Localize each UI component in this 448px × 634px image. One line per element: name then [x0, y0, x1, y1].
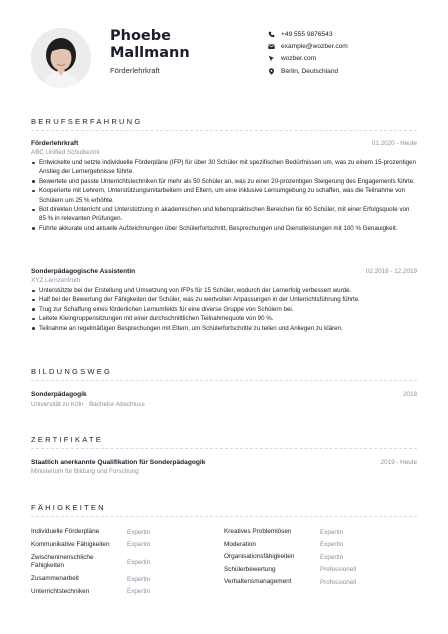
- skill-level: Professionell: [320, 578, 357, 586]
- certificate-issuer: Ministerium für Bildung und Forschung: [31, 468, 139, 475]
- experience-title: BERUFSERFAHRUNG: [31, 117, 143, 126]
- list-item: Unterstützte bei der Erstellung und Umsetzung von IFPs für 15 Schüler, wodurch der Lernerfolg verbessert wurde.: [31, 286, 417, 295]
- skill-row: [31, 551, 224, 573]
- skill-name: Kommunikative Fähigkeiten: [31, 540, 110, 548]
- link-icon: [268, 55, 275, 62]
- skills-title: FÄHIGKEITEN: [31, 503, 106, 512]
- list-item: Bewertete und passte Unterrichtstechniken für mehr als 50 Schüler an, was zu einer 20-prozentigen Steigerung des Engagements führte.: [31, 177, 417, 186]
- list-item: Bot direkten Unterricht und Unterstützung in akademischen und lebenspraktischen Bereichen für 60 Schüler, mit einer Erfolgsquote von 85 % in relevanten Prüfungen.: [31, 205, 417, 224]
- certificate-date: 2019 - Heute: [380, 459, 417, 466]
- skill-row: [31, 586, 224, 599]
- skill-name: Verhaltensmanagement: [224, 578, 292, 586]
- location-icon: [268, 68, 275, 75]
- section-divider: [31, 380, 417, 381]
- skill-name: Zwischenmenschliche Fähigkeiten: [31, 554, 94, 569]
- candidate-role: Förderlehrkraft: [110, 66, 160, 75]
- contact-phone-text: +49 555 9876543: [281, 30, 333, 38]
- skill-name: Zusammenarbeit: [31, 575, 79, 583]
- job-position: Sonderpädagogische Assistentin: [31, 268, 136, 275]
- contact-email-text: example@wozber.com: [281, 42, 348, 50]
- candidate-name: [110, 28, 190, 62]
- skill-name: Schülerbewertung: [224, 565, 276, 573]
- skill-name: Unterrichtstechniken: [31, 587, 90, 595]
- skill-row: [224, 539, 417, 552]
- skill-name: Individuelle Förderpläne: [31, 528, 100, 536]
- skill-row: [31, 573, 224, 586]
- skill-level: Expertin: [127, 575, 151, 583]
- job-bullet-list: [31, 286, 417, 333]
- skill-row: [224, 551, 417, 564]
- list-item: Half bei der Bewertung der Fähigkeiten der Schüler, was zu wertvollen Anpassungen in der Unterrichtsführung führte.: [31, 295, 417, 304]
- job-date: 02.2018 - 12.2019: [365, 268, 417, 275]
- contact-location-text: Berlin, Deutschland: [281, 67, 339, 75]
- job-bullet-list: [31, 158, 417, 233]
- skill-row: [31, 539, 224, 552]
- skill-level: Professionell: [320, 566, 357, 574]
- list-item: Entwickelte und setzte individuelle Förderpläne (IFP) für über 30 Schüler mit spezifischen Bedürfnissen um, was zu einem 15-prozentigen Anstieg der Lernergebnisse führte.: [31, 158, 417, 177]
- contact-phone: [268, 28, 348, 40]
- education-title: BILDUNGSWEG: [31, 367, 113, 376]
- list-item: Führte akkurate und aktuelle Aufzeichnungen über Schülerfortschritt, Besprechungen und Dienstleistungen mit 100 % Genauigkeit.: [31, 224, 417, 233]
- skill-row: [31, 526, 224, 539]
- skill-name: Organisationsfähigkeiten: [224, 553, 295, 561]
- skill-level: Expertin: [127, 528, 151, 536]
- skills-grid: [31, 526, 417, 598]
- name-first: Phoebe: [110, 28, 171, 44]
- name-last: Mallmann: [110, 45, 190, 61]
- job-company: XYZ Lernzentrum: [31, 277, 81, 284]
- skills-column-left: [31, 526, 224, 598]
- skill-level: Expertin: [127, 558, 151, 566]
- skills-column-right: [224, 526, 417, 598]
- certificate-name: Staatlich anerkannte Qualifikation für Sonderpädagogik: [31, 459, 206, 466]
- section-divider: [31, 130, 417, 131]
- mail-icon: [268, 43, 275, 50]
- skill-level: Expertin: [127, 541, 151, 549]
- education-date: 2018: [402, 391, 417, 398]
- job-company: ABC Unified Schulbezirk: [31, 149, 100, 156]
- contact-location: [268, 65, 348, 77]
- section-divider: [31, 516, 417, 517]
- list-item: Teilnahme an regelmäßigen Besprechungen mit Eltern, um Schülerfortschritte zu teilen und Anliegen zu klären.: [31, 324, 417, 333]
- profile-photo: [31, 28, 91, 88]
- job-date: 01.2020 - Heute: [371, 140, 417, 147]
- skill-level: Expertin: [127, 588, 151, 596]
- section-divider: [31, 448, 417, 449]
- phone-icon: [268, 31, 275, 38]
- contact-email: [268, 40, 348, 52]
- skill-name: Moderation: [224, 540, 256, 548]
- skill-row: [224, 526, 417, 539]
- education-degree: Sonderpädagogik: [31, 391, 87, 398]
- skill-level: Expertin: [320, 541, 344, 549]
- list-item: Trug zur Schaffung eines förderlichen Lernumfelds für eine diverse Gruppe von Schülern bei.: [31, 305, 417, 314]
- skill-level: Expertin: [320, 528, 344, 536]
- job-position: Förderlehrkraft: [31, 140, 79, 147]
- list-item: Kooperierte mit Lehrern, Unterstützungsmitarbeitern und Eltern, um eine inklusive Lernumgebung zu schaffen, was die Teilnahme von Schülern um 25 % erhöhte.: [31, 186, 417, 205]
- list-item: Leitete Kleingruppensitzungen mit einer durchschnittlichen Teilnahmequote von 90 %.: [31, 314, 417, 323]
- contact-list: [268, 28, 348, 77]
- skill-row: [224, 564, 417, 577]
- certificates-title: ZERTIFIKATE: [31, 435, 104, 444]
- contact-website: [268, 53, 348, 65]
- education-school: Universität zu Köln · Bachelor-Abschluss: [31, 401, 145, 408]
- contact-website-text: wozber.com: [281, 55, 317, 63]
- skill-name: Kreatives Problemlösen: [224, 528, 292, 536]
- skill-row: [224, 576, 417, 589]
- skill-level: Expertin: [320, 553, 344, 561]
